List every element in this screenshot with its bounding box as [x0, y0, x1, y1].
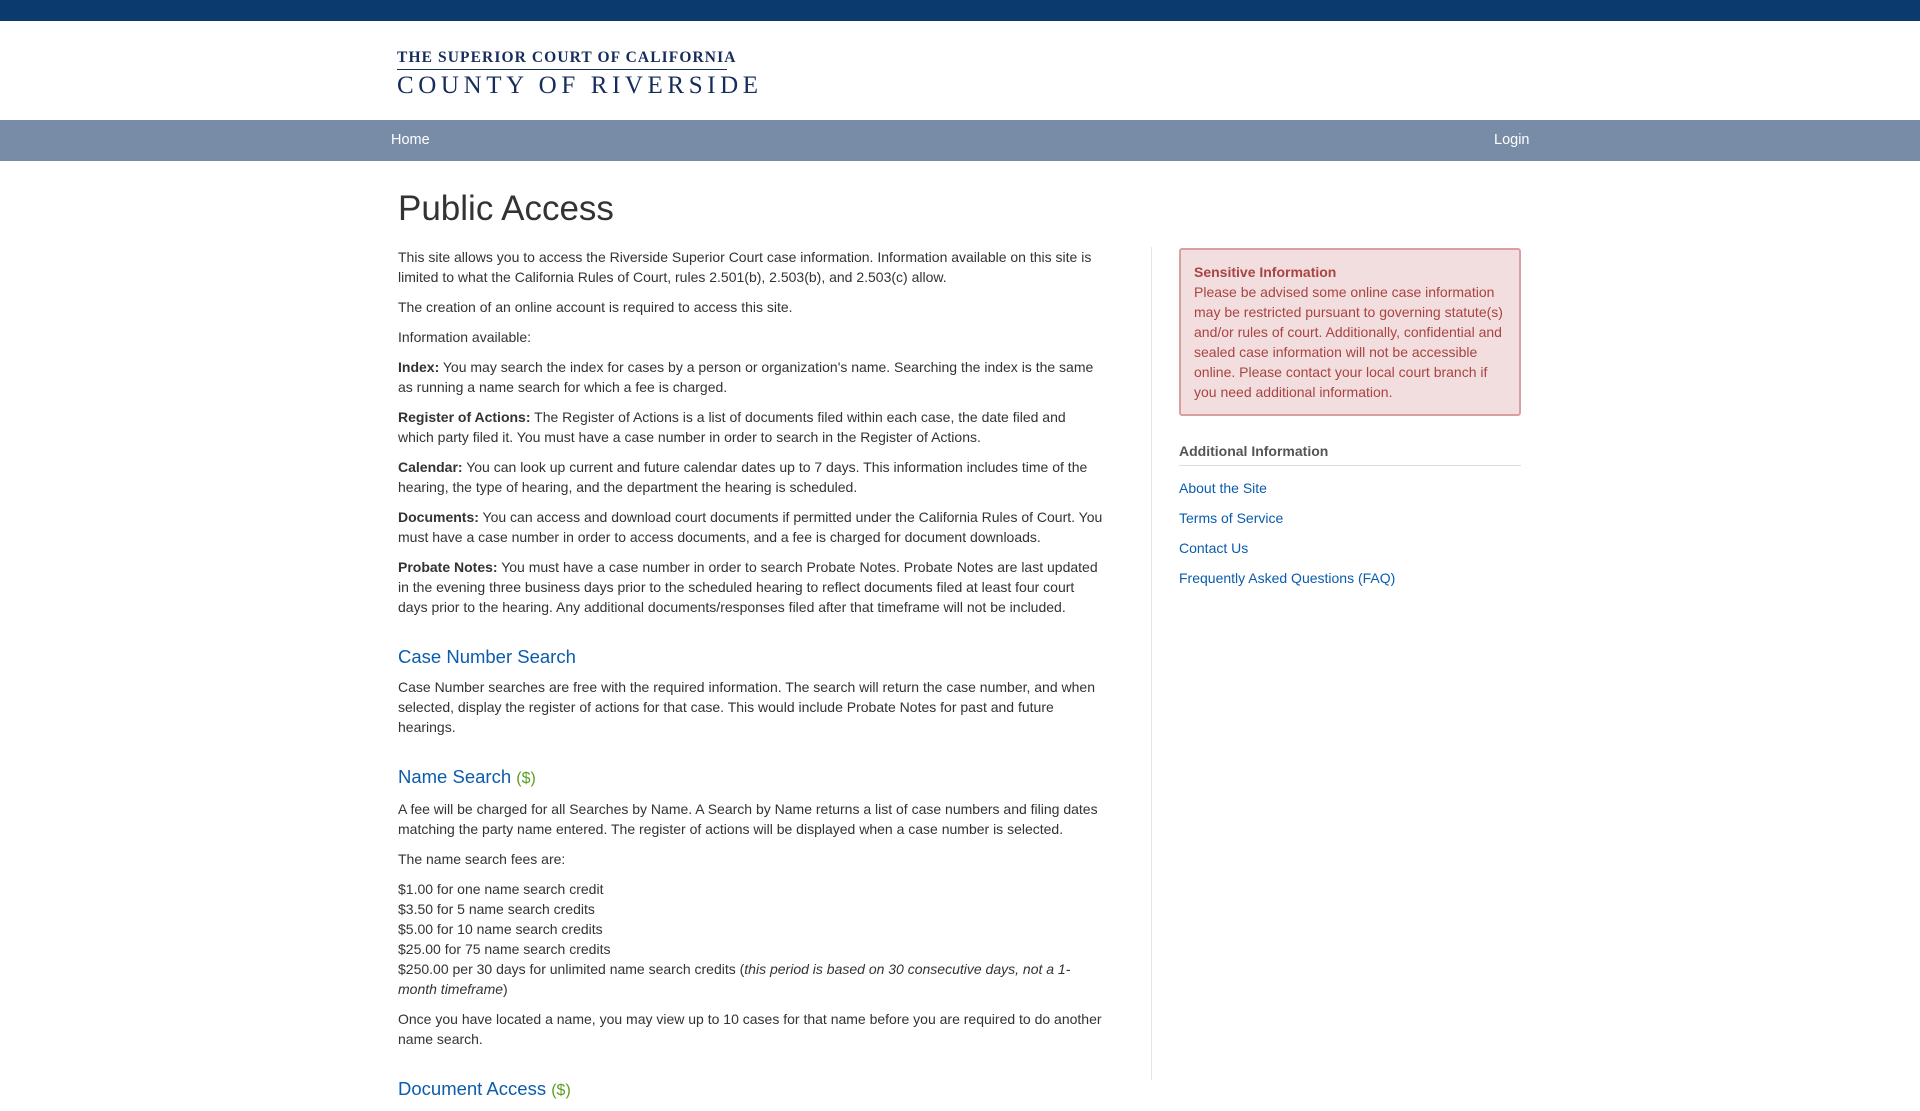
info-item-probate-notes — [398, 557, 1103, 617]
nav-home-link[interactable]: Home — [391, 132, 430, 148]
info-item-text: You must have a case number in order to search Probate Notes. Probate Notes are last updated in the evening three business days prior to the scheduled hearing to reflect documents filed at least four court days prior to the hearing. Any additional documents/responses filed after that timeframe will not be included. — [398, 559, 1098, 615]
site-header — [0, 21, 1920, 120]
court-logo[interactable] — [397, 49, 763, 100]
sensitive-info-alert — [1179, 248, 1521, 416]
name-search-title[interactable]: Name Search — [398, 766, 512, 787]
info-item-index — [398, 357, 1103, 397]
fee-item-unlimited — [398, 959, 1103, 999]
fee-item: $1.00 for one name search credit — [398, 881, 604, 897]
name-search-heading[interactable] — [398, 765, 1103, 791]
fee-tag: ($) — [516, 770, 536, 787]
main-content — [398, 247, 1103, 1111]
info-item-text: The Register of Actions is a list of documents filed within each case, the date filed and which party filed it. You must have a case number in order to search in the Register of Actions. — [398, 409, 1066, 445]
info-item-label: Register of Actions: — [398, 409, 531, 425]
info-item-label: Index: — [398, 359, 440, 375]
additional-info-panel — [1179, 441, 1521, 598]
about-site-link[interactable]: About the Site — [1179, 480, 1267, 496]
info-item-label: Probate Notes: — [398, 559, 498, 575]
info-item-documents — [398, 507, 1103, 547]
unlimited-suffix: ) — [503, 981, 508, 997]
info-item-register-of-actions — [398, 407, 1103, 447]
info-available-label: Information available: — [398, 329, 532, 345]
fee-list — [398, 879, 1103, 999]
info-item-calendar — [398, 457, 1103, 497]
account-required-text: The creation of an online account is required to access this site. — [398, 299, 793, 315]
case-number-search-text: Case Number searches are free with the required information. The search will return the case number, and when selected, display the register of actions for that case. This would include Probate Notes for past and future hearings. — [398, 679, 1095, 735]
additional-info-title: Additional Information — [1179, 441, 1521, 466]
info-item-text: You may search the index for cases by a person or organization's name. Searching the index is the same as running a name search for which a fee is charged. — [398, 359, 1094, 395]
logo-line2: COUNTY OF RIVERSIDE — [397, 72, 763, 99]
alert-text: Please be advised some online case information may be restricted pursuant to governing statute(s) and/or rules of court. Additionally, confidential and sealed case information will not be accessible online. Please contact your local court branch if you need additional information. — [1194, 284, 1503, 400]
page-title: Public Access — [398, 189, 614, 228]
name-search-text: A fee will be charged for all Searches by Name. A Search by Name returns a list of case numbers and filing dates matching the party name entered. The register of actions will be displayed when a case number is selected. — [398, 801, 1098, 837]
top-bar — [0, 0, 1920, 21]
name-search-after-text: Once you have located a name, you may view up to 10 cases for that name before you are required to do another name search. — [398, 1011, 1102, 1047]
document-access-heading[interactable] — [398, 1077, 1103, 1103]
fee-item: $5.00 for 10 name search credits — [398, 921, 603, 937]
name-search-fees-intro: The name search fees are: — [398, 851, 566, 867]
case-number-search-title[interactable]: Case Number Search — [398, 646, 576, 667]
info-item-text: You can look up current and future calendar dates up to 7 days. This information includes time of the hearing, the type of hearing, and the department the hearing is scheduled. — [398, 459, 1088, 495]
alert-title: Sensitive Information — [1194, 264, 1337, 280]
column-divider — [1151, 247, 1152, 1080]
nav-bar — [0, 120, 1920, 161]
faq-link[interactable]: Frequently Asked Questions (FAQ) — [1179, 570, 1396, 586]
fee-item: $25.00 for 75 name search credits — [398, 941, 611, 957]
info-item-label: Calendar: — [398, 459, 463, 475]
terms-of-service-link[interactable]: Terms of Service — [1179, 510, 1284, 526]
nav-login-link[interactable]: Login — [1494, 132, 1530, 148]
contact-us-link[interactable]: Contact Us — [1179, 540, 1249, 556]
info-item-label: Documents: — [398, 509, 479, 525]
info-item-text: You can access and download court documents if permitted under the California Rules of Court. You must have a case number in order to access documents, and a fee is charged for document downloads. — [398, 509, 1103, 545]
logo-line1: THE SUPERIOR COURT OF CALIFORNIA — [397, 49, 727, 70]
intro-paragraph: This site allows you to access the Riverside Superior Court case information. Information available on this site is limited to what the California Rules of Court, rules 2.501(b), 2.503(b), and 2.503(c) allow. — [398, 249, 1092, 285]
fee-item: $3.50 for 5 name search credits — [398, 901, 595, 917]
document-access-title[interactable]: Document Access — [398, 1078, 547, 1099]
unlimited-prefix: $250.00 per 30 days for unlimited name search credits ( — [398, 961, 745, 977]
case-number-search-heading[interactable] — [398, 645, 1103, 669]
unlimited-note: this period is based on 30 consecutive days, not a 1-month timeframe — [398, 961, 1071, 997]
fee-tag: ($) — [551, 1082, 571, 1099]
